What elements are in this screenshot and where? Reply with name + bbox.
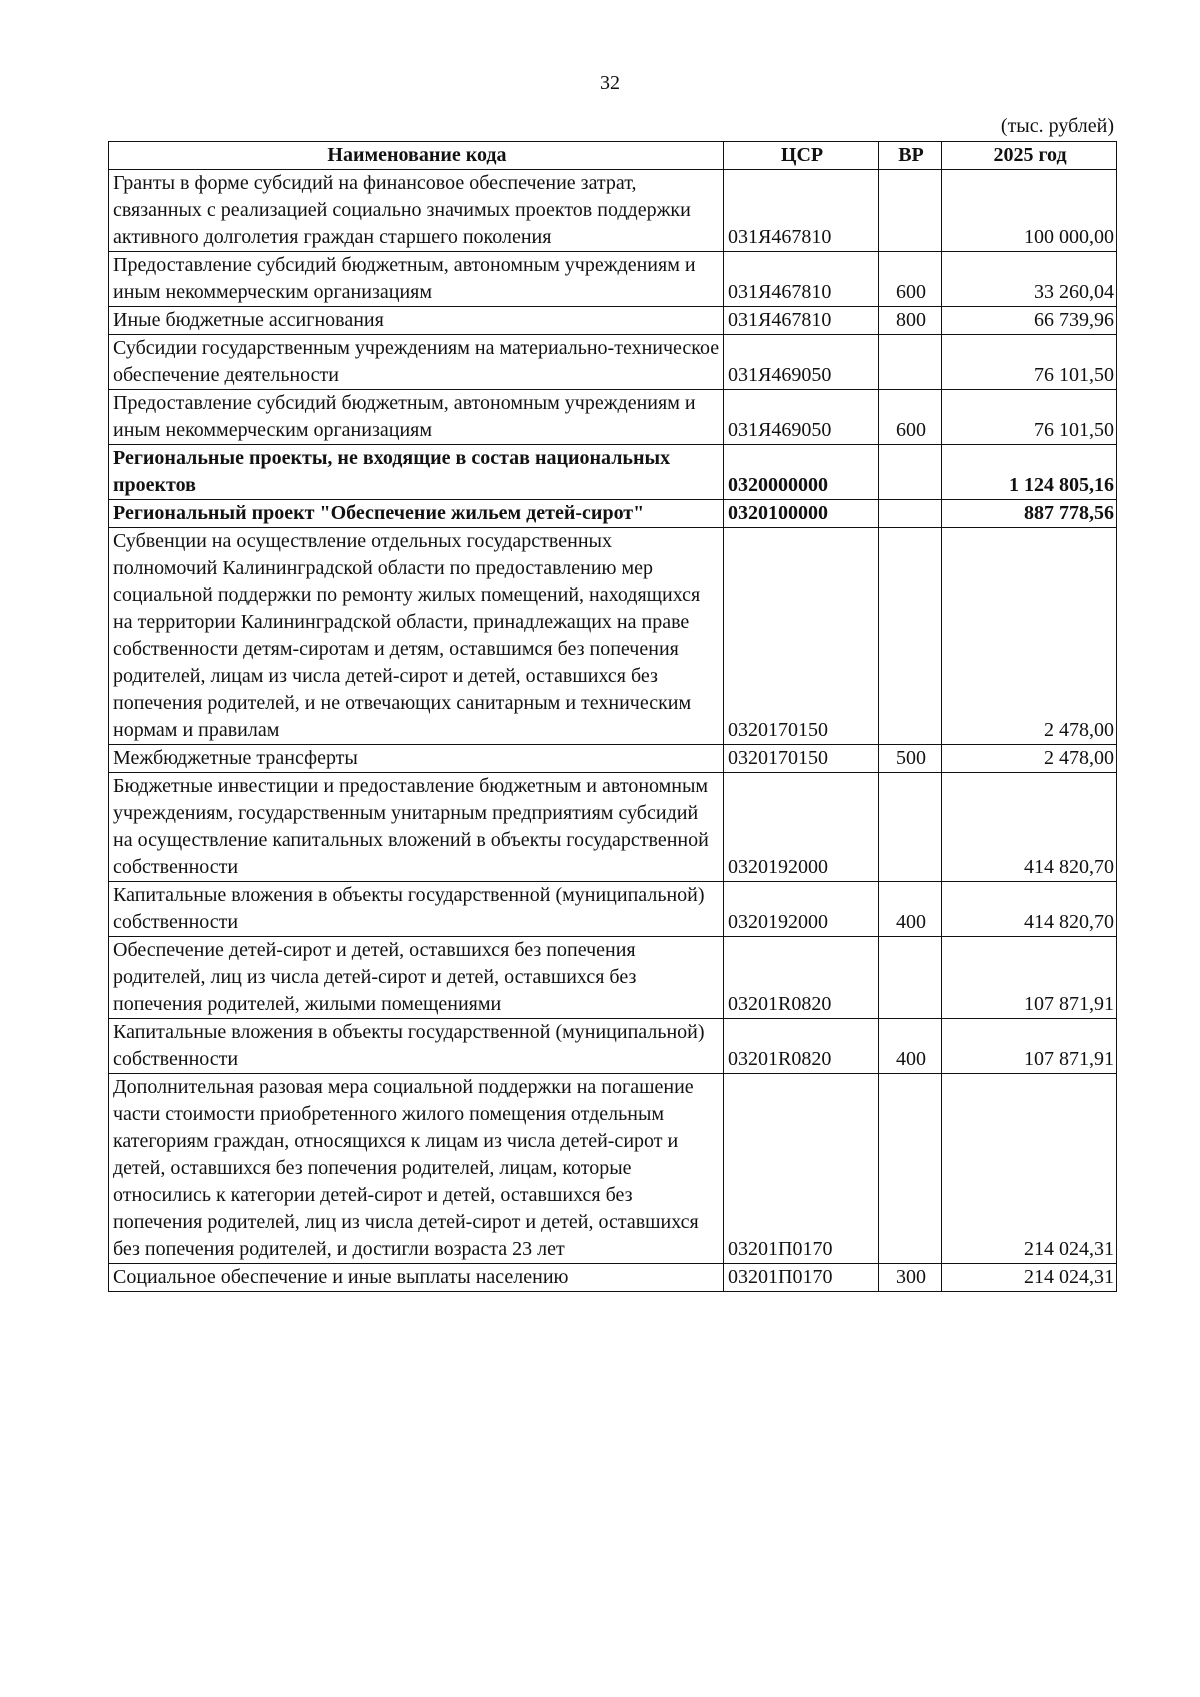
- cell-vr: [879, 1074, 942, 1264]
- cell-name: Предоставление субсидий бюджетным, автономным учреждениям и иным некоммерческим организациям: [109, 390, 724, 445]
- cell-vr: 600: [879, 390, 942, 445]
- cell-name: Обеспечение детей-сирот и детей, оставшихся без попечения родителей, лиц из числа детей-сирот и детей, оставшихся без попечения родителей, жилыми помещениями: [109, 937, 724, 1019]
- cell-csr: 03201П0170: [724, 1074, 879, 1264]
- table-row: [109, 773, 1117, 882]
- header-name: Наименование кода: [109, 142, 724, 170]
- cell-vr: [879, 500, 942, 528]
- table-row: [109, 390, 1117, 445]
- cell-csr: 0320170150: [724, 745, 879, 773]
- cell-name: Капитальные вложения в объекты государственной (муниципальной) собственности: [109, 882, 724, 937]
- cell-vr: 600: [879, 252, 942, 307]
- cell-sum: 107 871,91: [942, 1019, 1117, 1074]
- table-header-row: [109, 142, 1117, 170]
- cell-csr: 031Я469050: [724, 390, 879, 445]
- cell-csr: 0320000000: [724, 445, 879, 500]
- cell-name: Предоставление субсидий бюджетным, автономным учреждениям и иным некоммерческим организациям: [109, 252, 724, 307]
- cell-csr: 0320192000: [724, 773, 879, 882]
- table-row: [109, 745, 1117, 773]
- cell-csr: 0320170150: [724, 528, 879, 745]
- cell-name: Гранты в форме субсидий на финансовое обеспечение затрат, связанных с реализацией социально значимых проектов поддержки активного долголетия граждан старшего поколения: [109, 170, 724, 252]
- cell-sum: 2 478,00: [942, 528, 1117, 745]
- cell-csr: 031Я467810: [724, 307, 879, 335]
- cell-vr: 400: [879, 1019, 942, 1074]
- cell-vr: 400: [879, 882, 942, 937]
- table-row: [109, 1264, 1117, 1292]
- units-label: (тыс. рублей): [1000, 115, 1114, 137]
- cell-sum: 414 820,70: [942, 773, 1117, 882]
- cell-vr: 500: [879, 745, 942, 773]
- cell-sum: 414 820,70: [942, 882, 1117, 937]
- cell-name: Социальное обеспечение и иные выплаты населению: [109, 1264, 724, 1292]
- cell-name: Региональные проекты, не входящие в состав национальных проектов: [109, 445, 724, 500]
- cell-name: Иные бюджетные ассигнования: [109, 307, 724, 335]
- cell-vr: 300: [879, 1264, 942, 1292]
- cell-name: Капитальные вложения в объекты государственной (муниципальной) собственности: [109, 1019, 724, 1074]
- cell-sum: 100 000,00: [942, 170, 1117, 252]
- cell-csr: 03201R0820: [724, 937, 879, 1019]
- cell-sum: 66 739,96: [942, 307, 1117, 335]
- budget-table: [108, 141, 1117, 1292]
- cell-sum: 33 260,04: [942, 252, 1117, 307]
- table-body: [109, 170, 1117, 1292]
- table-row: [109, 252, 1117, 307]
- cell-vr: [879, 773, 942, 882]
- cell-vr: [879, 335, 942, 390]
- table-row: [109, 170, 1117, 252]
- cell-vr: [879, 937, 942, 1019]
- table-row: [109, 1019, 1117, 1074]
- cell-csr: 03201R0820: [724, 1019, 879, 1074]
- page-number: 32: [600, 72, 620, 94]
- cell-sum: 76 101,50: [942, 335, 1117, 390]
- table-row: [109, 1074, 1117, 1264]
- cell-sum: 214 024,31: [942, 1264, 1117, 1292]
- cell-csr: 0320100000: [724, 500, 879, 528]
- cell-name: Бюджетные инвестиции и предоставление бюджетным и автономным учреждениям, государственным унитарным предприятиям субсидий на осуществление капитальных вложений в объекты государственной собственности: [109, 773, 724, 882]
- cell-name: Дополнительная разовая мера социальной поддержки на погашение части стоимости приобретенного жилого помещения отдельным категориям граждан, относящихся к лицам из числа детей-сирот и детей, оставшихся без попечения родителей, лицам, которые относились к категории детей-сирот и детей, оставшихся без попечения родителей, лиц из числа детей-сирот и детей, оставшихся без попечения родителей, и достигли возраста 23 лет: [109, 1074, 724, 1264]
- header-year: 2025 год: [942, 142, 1117, 170]
- table-row: [109, 307, 1117, 335]
- cell-vr: 800: [879, 307, 942, 335]
- cell-sum: 887 778,56: [942, 500, 1117, 528]
- header-vr: ВР: [879, 142, 942, 170]
- table-row: [109, 500, 1117, 528]
- table-row: [109, 335, 1117, 390]
- header-csr: ЦСР: [724, 142, 879, 170]
- cell-csr: 031Я469050: [724, 335, 879, 390]
- cell-csr: 03201П0170: [724, 1264, 879, 1292]
- cell-name: Межбюджетные трансферты: [109, 745, 724, 773]
- cell-vr: [879, 528, 942, 745]
- cell-name: Региональный проект "Обеспечение жильем детей-сирот": [109, 500, 724, 528]
- cell-csr: 031Я467810: [724, 170, 879, 252]
- cell-csr: 0320192000: [724, 882, 879, 937]
- table-row: [109, 882, 1117, 937]
- cell-csr: 031Я467810: [724, 252, 879, 307]
- cell-sum: 1 124 805,16: [942, 445, 1117, 500]
- cell-name: Субвенции на осуществление отдельных государственных полномочий Калининградской области по предоставлению мер социальной поддержки по ремонту жилых помещений, находящихся на территории Калининградской области, принадлежащих на праве собственности детям-сиротам и детям, оставшимся без попечения родителей, лицам из числа детей-сирот и детей, оставшихся без попечения родителей, и не отвечающих санитарным и техническим нормам и правилам: [109, 528, 724, 745]
- cell-sum: 2 478,00: [942, 745, 1117, 773]
- table-row: [109, 528, 1117, 745]
- cell-name: Субсидии государственным учреждениям на материально-техническое обеспечение деятельности: [109, 335, 724, 390]
- table-row: [109, 937, 1117, 1019]
- cell-sum: 107 871,91: [942, 937, 1117, 1019]
- cell-sum: 76 101,50: [942, 390, 1117, 445]
- cell-sum: 214 024,31: [942, 1074, 1117, 1264]
- cell-vr: [879, 170, 942, 252]
- table-row: [109, 445, 1117, 500]
- cell-vr: [879, 445, 942, 500]
